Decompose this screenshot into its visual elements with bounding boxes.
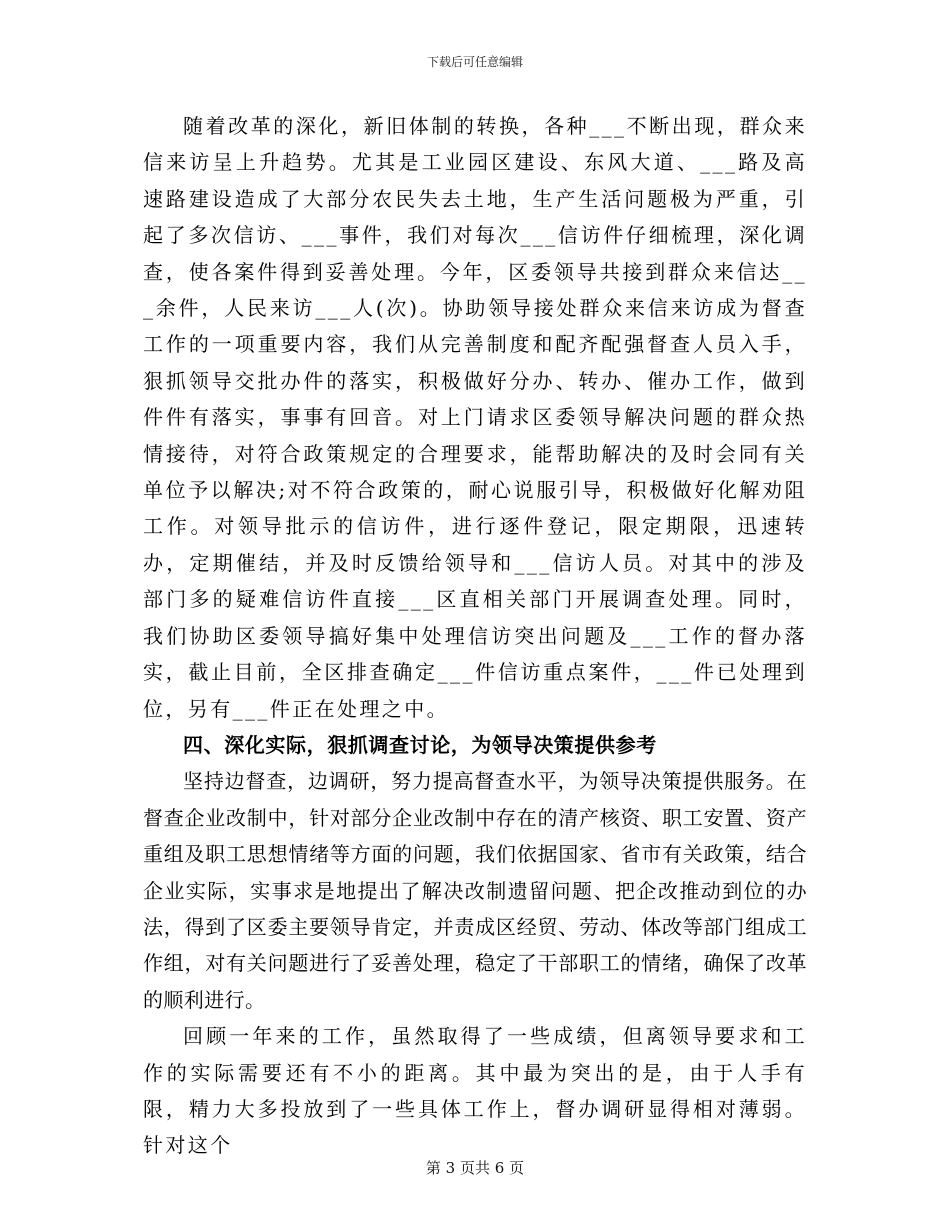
page-header-note: 下载后可任意编辑 [426,55,523,69]
document-body [143,108,807,1164]
page-number: 第 3 页共 6 页 [425,1159,525,1177]
section-heading-four: 四、深化实际，狠抓调查讨论，为领导决策提供参考 [183,732,657,757]
paragraph-review: 回顾一年来的工作，虽然取得了一些成绩，但离领导要求和工作的实际需要还有不小的距离。其中最为突出的是，由于人手有限，精力大多投放到了一些具体工作上，督办调研显得相对薄弱。针对这个 [143,1024,807,1158]
paragraph-research-supervision: 坚持边督查，边调研，努力提高督查水平，为领导决策提供服务。在督查企业改制中，针对部分企业改制中存在的清产核资、职工安置、资产重组及职工思想情绪等方面的问题，我们依据国家、省市有关政策，结合企业实际，实事求是地提出了解决改制遗留问题、把企改推动到位的办法，得到了区委主要领导肯定，并责成区经贸、劳动、体改等部门组成工作组，对有关问题进行了妥善处理，稳定了干部职工的情绪，确保了改革的顺利进行。 [143,769,807,1012]
paragraph-petition-work: 随着改革的深化，新旧体制的转换，各种___不断出现，群众来信来访呈上升趋势。尤其是工业园区建设、东风大道、___路及高速路建设造成了大部分农民失去土地，生产生活问题极为严重，引起了多次信访、___事件，我们对每次___信访件仔细梳理，深化调查，使各案件得到妥善处理。今年，区委领导共接到群众来信达___余件，人民来访___人(次)。协助领导接处群众来信来访成为督查工作的一项重要内容，我们从完善制度和配齐配强督查人员入手，狠抓领导交批办件的落实，积极做好分办、转办、催办工作，做到件件有落实，事事有回音。对上门请求区委领导解决问题的群众热情接待，对符合政策规定的合理要求，能帮助解决的及时会同有关单位予以解决;对不符合政策的，耐心说服引导，积极做好化解劝阻工作。对领导批示的信访件，进行逐件登记，限定期限，迅速转办，定期催结，并及时反馈给领导和___信访人员。对其中的涉及部门多的疑难信访件直接___区直相关部门开展调查处理。同时，我们协助区委领导搞好集中处理信访突出问题及___工作的督办落实，截止目前，全区排查确定___件信访重点案件，___件已处理到位，另有___件正在处理之中。 [143,114,807,721]
